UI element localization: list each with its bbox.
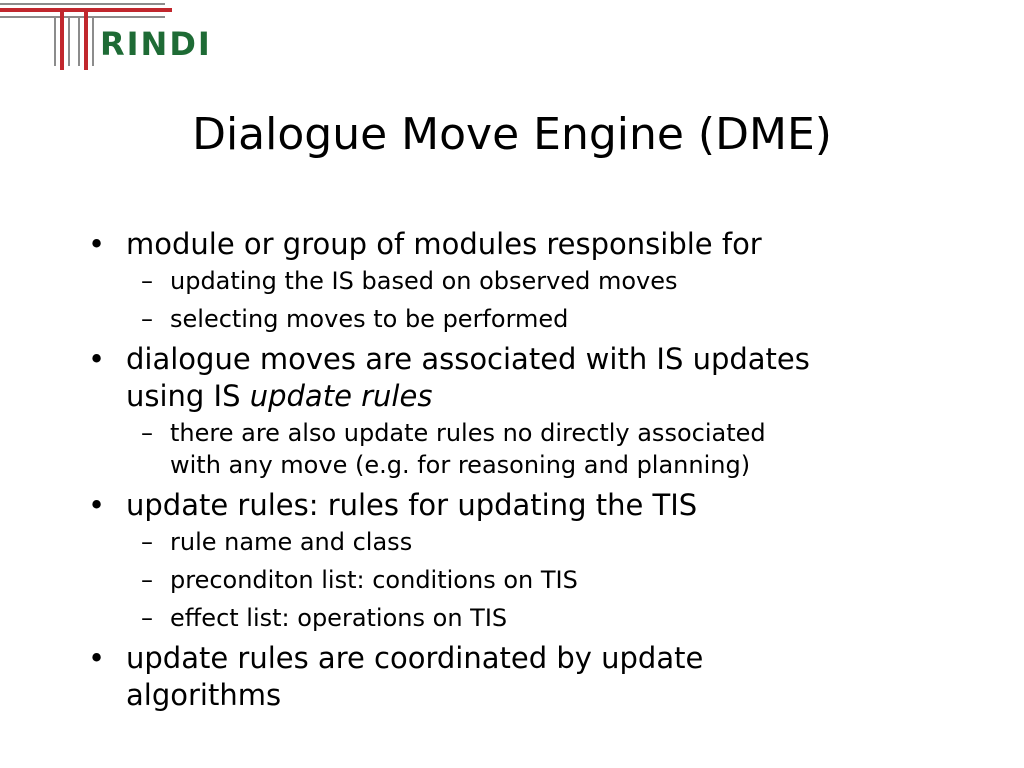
sub-item-text: with any move (e.g. for reasoning and planning)	[170, 451, 751, 479]
bullet-text	[86, 487, 966, 524]
slide-title: Dialogue Move Engine (DME)	[192, 109, 832, 160]
sub-list	[86, 265, 966, 335]
bullet-item	[86, 640, 966, 714]
bullet-text	[86, 341, 966, 415]
bullet-item	[86, 341, 966, 481]
sub-item	[86, 564, 966, 596]
bullet-item	[86, 487, 966, 634]
sub-item	[86, 303, 966, 335]
bullet-line: dialogue moves are associated with IS updates	[126, 342, 810, 376]
sub-item	[86, 417, 966, 481]
dash-mark: –	[141, 528, 153, 556]
dash-mark: –	[141, 566, 153, 594]
bullet-mark: •	[88, 641, 106, 675]
sub-item-text: effect list: operations on TIS	[170, 604, 508, 632]
bullet-line: module or group of modules responsible for	[126, 227, 762, 261]
bullet-line-prefix: using IS	[126, 379, 250, 413]
dash-mark: –	[141, 604, 153, 632]
sub-item-text: preconditon list: conditions on TIS	[170, 566, 578, 594]
bullet-line: algorithms	[126, 678, 282, 712]
bullet-mark: •	[88, 488, 106, 522]
trindi-logo	[0, 0, 260, 75]
logo-wordmark: RINDI	[100, 25, 212, 63]
sub-list	[86, 526, 966, 634]
dash-mark: –	[141, 267, 153, 295]
bullet-item	[86, 226, 966, 335]
bullet-mark: •	[88, 227, 106, 261]
sub-item	[86, 265, 966, 297]
bullet-line: update rules are coordinated by update	[126, 641, 704, 675]
dash-mark: –	[141, 305, 153, 333]
bullet-mark: •	[88, 342, 106, 376]
bullet-line	[126, 378, 966, 415]
bullet-line: update rules: rules for updating the TIS	[126, 488, 698, 522]
dash-mark: –	[141, 419, 153, 447]
sub-item-text: there are also update rules no directly associated	[170, 419, 766, 447]
slide-content	[86, 226, 966, 718]
sub-list	[86, 417, 966, 481]
sub-item-text: rule name and class	[170, 528, 413, 556]
bullet-text	[86, 640, 966, 714]
sub-item	[86, 526, 966, 558]
sub-item-text: selecting moves to be performed	[170, 305, 569, 333]
bullet-text	[86, 226, 966, 263]
sub-item	[86, 602, 966, 634]
bullet-line-italic: update rules	[249, 379, 433, 413]
sub-item-text: updating the IS based on observed moves	[170, 267, 678, 295]
